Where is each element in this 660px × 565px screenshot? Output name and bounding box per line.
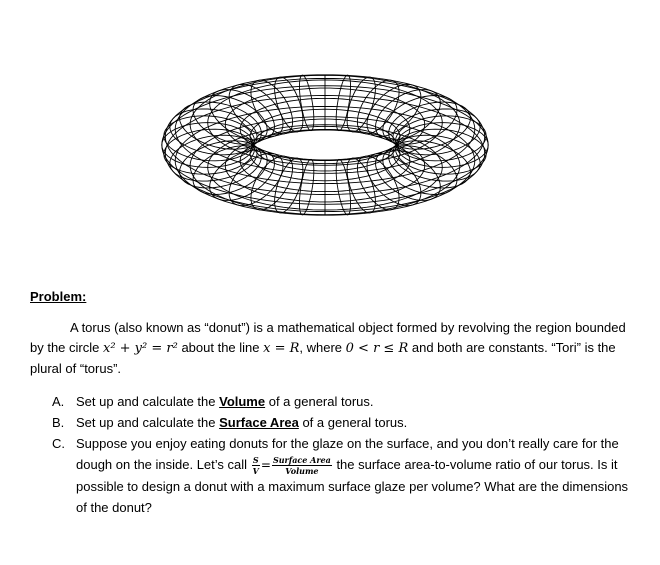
s-over-v-fraction: $\frac{S}{V}$ [252,455,259,477]
torus-meridian-line [336,75,350,131]
torus-meridian-line [347,77,375,132]
question-c: C. Suppose you enjoy eating donuts for the glaze on the surface, and you don’t really care for the dough on the inside. Let’s call $\frac{S}{V}$ = $\frac{\text{Surface Area}}{\text{Volume}}$ the surface area-to-volume ratio of our torus. Is it possible to design a donut with a maximum surface glaze per volume? What are the dimensions of the donut? [52,436,629,516]
question-a: A. Set up and calculate the Volume of a general torus. [52,394,374,409]
torus-meridian-line [210,90,275,141]
equals-sign: = [260,458,271,472]
radius-inequality: 0 < r ≤ R [345,341,409,356]
torus-meridian-line [300,159,314,215]
circle-equation: x² + y² = r² [102,341,178,356]
question-b: B. Set up and calculate the Surface Area of a general torus. [52,415,408,430]
torus-meridian-line [347,158,375,213]
torus-meridian-line [275,158,303,213]
surface-area-term: Surface Area [219,415,299,430]
torus-meridian-line [336,159,350,215]
problem-intro: A torus (also known as “donut”) is a mathematical object formed by revolving the region bounded by the circle x² + y² = r² about the line x = R, where 0 < r ≤ R and both are constants. “Tori” is the plural of “torus”. [30,320,626,376]
torus-meridian-line [275,77,303,132]
volume-term: Volume [219,394,266,409]
line-equation: x = R [263,341,300,356]
torus-meridian-line [376,90,441,141]
torus-figure [160,40,490,250]
torus-meridian-line [300,75,314,131]
problem-heading: Problem: [30,289,87,304]
torus-meridian-line [210,150,275,201]
question-list [52,391,632,518]
torus-meridian-line [376,150,441,201]
surface-area-over-volume-fraction: $\frac{\text{Surface Area}}{\text{Volume}}$ [272,455,331,477]
